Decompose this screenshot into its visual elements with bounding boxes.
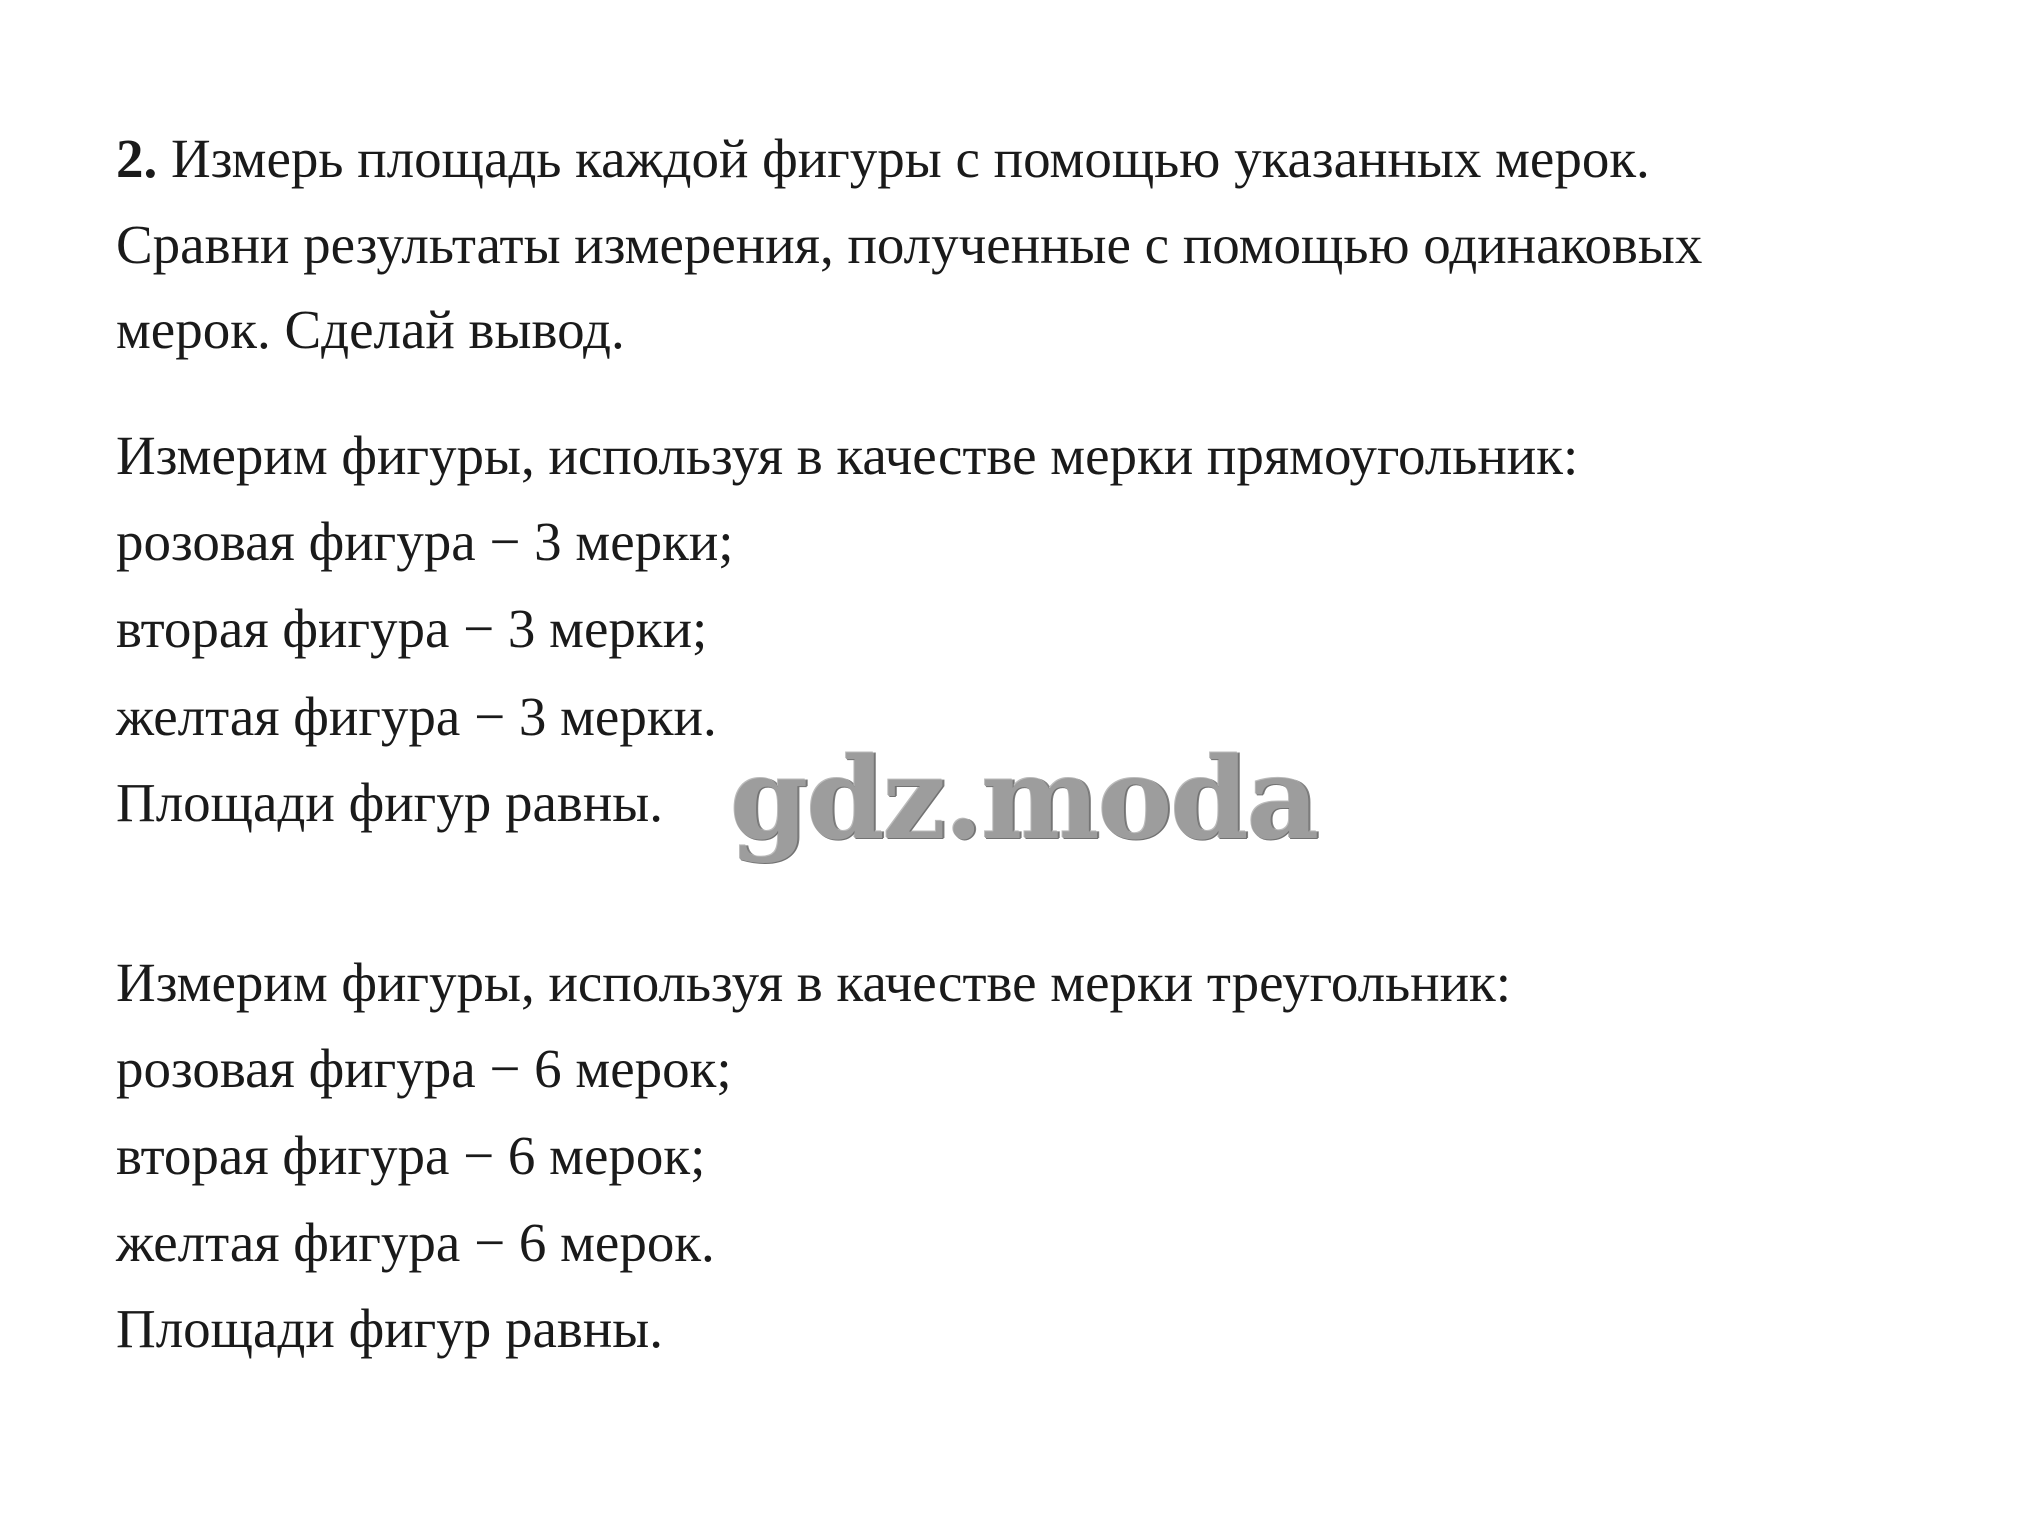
triangle-section-intro: Измерим фигуры, используя в качестве мерки треугольник: — [116, 952, 1512, 1013]
task-number: 2. — [116, 128, 158, 189]
task-heading-line — [116, 126, 1650, 192]
triangle-item-pink: розовая фигура − 6 мерок; — [116, 1038, 732, 1099]
task-text-line-1: Измерь площадь каждой фигуры с помощью указанных мерок. — [157, 128, 1650, 189]
task-text-line-2: Сравни результаты измерения, полученные с помощью одинаковых — [116, 214, 1703, 275]
rectangle-section-intro: Измерим фигуры, используя в качестве мерки прямоугольник: — [116, 425, 1579, 486]
triangle-conclusion: Площади фигур равны. — [116, 1298, 663, 1359]
rectangle-conclusion: Площади фигур равны. — [116, 772, 663, 833]
rectangle-item-pink: розовая фигура − 3 мерки; — [116, 511, 734, 572]
triangle-item-second: вторая фигура − 6 мерок; — [116, 1125, 706, 1186]
triangle-item-yellow: желтая фигура − 6 мерок. — [116, 1212, 715, 1273]
rectangle-item-yellow: желтая фигура − 3 мерки. — [116, 686, 717, 747]
watermark-logo: gdz.moda — [730, 734, 1318, 865]
task-text-line-3: мерок. Сделай вывод. — [116, 299, 625, 360]
rectangle-item-second: вторая фигура − 3 мерки; — [116, 598, 708, 659]
